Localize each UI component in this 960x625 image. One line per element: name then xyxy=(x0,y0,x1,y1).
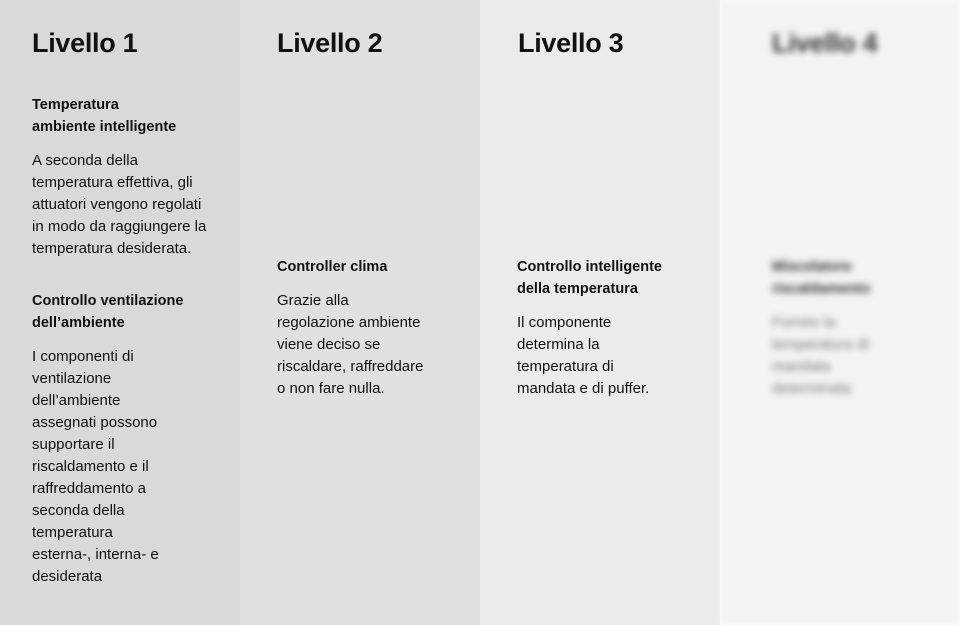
block-heading: Controller clima xyxy=(277,259,388,275)
smart-temperature-control-block xyxy=(517,256,712,400)
block-heading: Miscelatore riscaldamento xyxy=(772,259,871,297)
climate-controller-block xyxy=(277,256,472,400)
level-3-title: Livello 3 xyxy=(518,28,624,58)
block-heading: Temperatura ambiente intelligente xyxy=(32,97,177,135)
level-1-title: Livello 1 xyxy=(32,28,138,58)
level-1-column xyxy=(0,0,240,625)
level-4-title: Livello 4 xyxy=(772,28,878,58)
room-ventilation-block xyxy=(32,290,237,588)
block-description: A seconda della temperatura effettiva, gli attuatori vengono regolati in modo da raggiungere la temperatura desiderata. xyxy=(32,152,207,257)
level-3-column xyxy=(480,0,720,625)
block-description: I componenti di ventilazione dell’ambiente assegnati possono supportare il riscaldamento e il raffreddamento a seconda della temperatura esterna-, interna- e desiderata xyxy=(32,348,159,585)
block-heading: Controllo ventilazione dell’ambiente xyxy=(32,293,184,331)
heating-mixer-block xyxy=(772,256,952,400)
level-4-column xyxy=(720,0,960,625)
block-description: Grazie alla regolazione ambiente viene deciso se riscaldare, raffreddare o non fare nulla. xyxy=(277,292,424,397)
block-heading: Controllo intelligente della temperatura xyxy=(517,259,662,297)
smart-room-temperature-block xyxy=(32,94,237,260)
level-2-title: Livello 2 xyxy=(277,28,383,58)
block-description: Fornire la temperatura di mandata determinata xyxy=(772,314,869,397)
level-2-column xyxy=(240,0,480,625)
block-description: Il componente determina la temperatura di mandata e di puffer. xyxy=(517,314,650,397)
